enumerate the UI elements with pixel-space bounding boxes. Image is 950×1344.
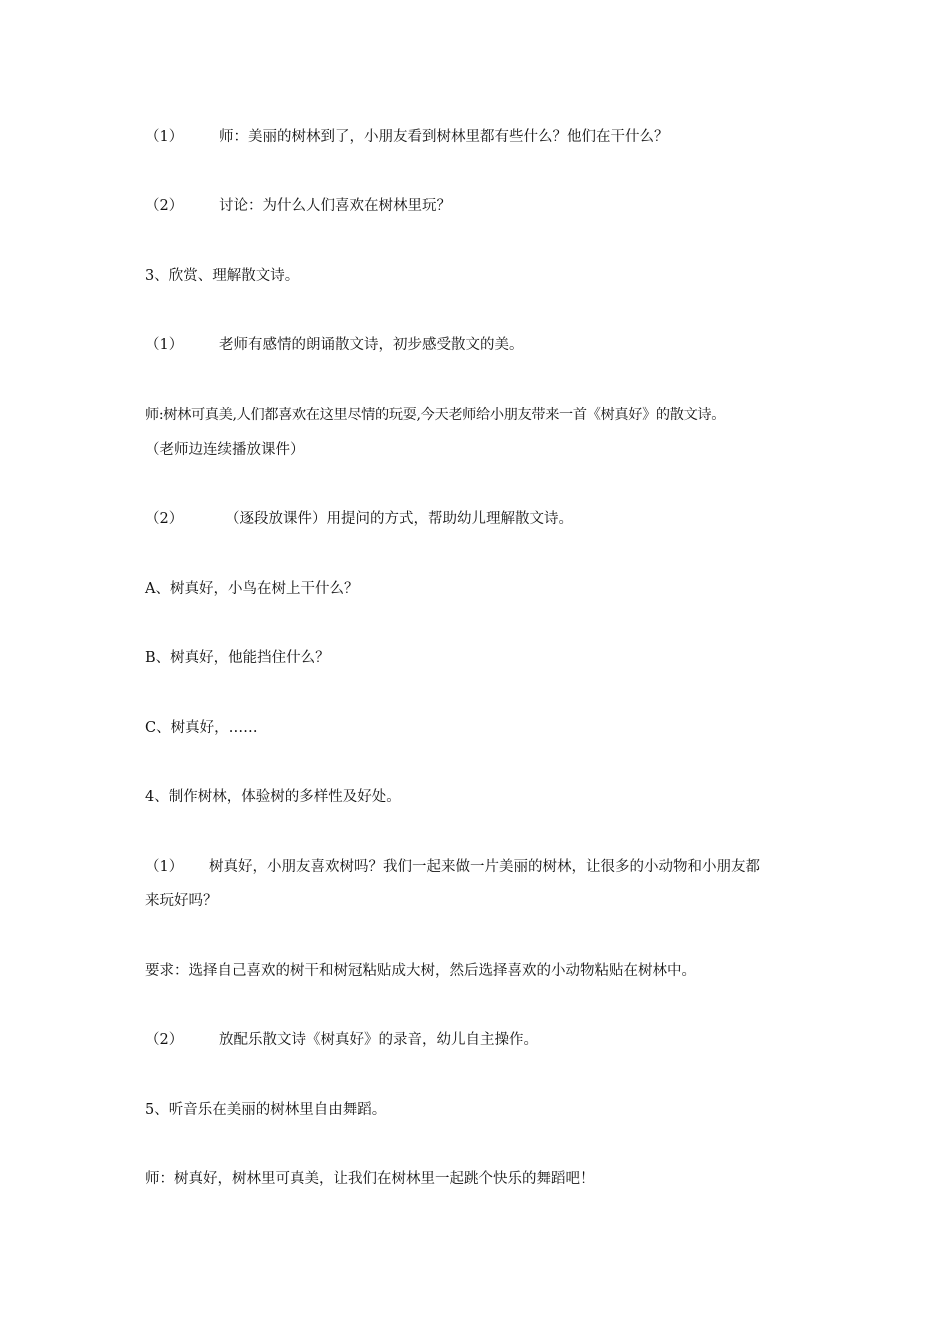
paragraph-text: 师：树真好，树林里可真美，让我们在树林里一起跳个快乐的舞蹈吧！ bbox=[145, 1171, 595, 1187]
paragraph-text: A、树真好，小鸟在树上干什么？ bbox=[145, 581, 359, 597]
paragraph-text: 放配乐散文诗《树真好》的录音，幼儿自主操作。 bbox=[219, 1032, 538, 1048]
paragraph-2 bbox=[145, 189, 815, 223]
paragraph-text: 老师有感情的朗诵散文诗，初步感受散文的美。 bbox=[219, 337, 524, 353]
list-number: （2） bbox=[145, 511, 184, 527]
paragraph-8 bbox=[145, 641, 815, 675]
paragraph-line: 师:树林可真美,人们都喜欢在这里尽情的玩耍,今天老师给小朋友带来一首《树真好》的散文诗。 bbox=[145, 407, 726, 423]
paragraph-11-continued bbox=[145, 884, 815, 918]
paragraph-text: 3、欣赏、理解散文诗。 bbox=[145, 268, 300, 284]
section-heading-4 bbox=[145, 780, 815, 814]
paragraph-text: （逐段放课件）用提问的方式，帮助幼儿理解散文诗。 bbox=[225, 511, 573, 527]
paragraph-15 bbox=[145, 1162, 815, 1196]
paragraph-6 bbox=[145, 502, 815, 536]
paragraph-12 bbox=[145, 954, 815, 988]
paragraph-13 bbox=[145, 1023, 815, 1057]
paragraph-line: （老师边连续播放课件） bbox=[145, 442, 305, 458]
paragraph-7 bbox=[145, 572, 815, 606]
paragraph-text: 树真好，小朋友喜欢树吗？我们一起来做一片美丽的树林，让很多的小动物和小朋友都 bbox=[209, 859, 760, 875]
section-heading-5 bbox=[145, 1093, 815, 1127]
list-number: （1） bbox=[145, 129, 184, 145]
paragraph-text: 5、听音乐在美丽的树林里自由舞蹈。 bbox=[145, 1102, 387, 1118]
section-heading-3 bbox=[145, 259, 815, 293]
paragraph-line: 来玩好吗？ bbox=[145, 893, 218, 909]
paragraph-text: 要求：选择自己喜欢的树干和树冠粘贴成大树，然后选择喜欢的小动物粘贴在树林中。 bbox=[145, 963, 696, 979]
paragraph-5-continued bbox=[145, 433, 815, 467]
list-number: （1） bbox=[145, 337, 184, 353]
paragraph-9 bbox=[145, 711, 815, 745]
paragraph-text: 师：美丽的树林到了，小朋友看到树林里都有些什么？他们在干什么？ bbox=[219, 129, 669, 145]
paragraph-text: B、树真好，他能挡住什么？ bbox=[145, 650, 330, 666]
paragraph-text: 讨论：为什么人们喜欢在树林里玩？ bbox=[219, 198, 451, 214]
paragraph-11 bbox=[145, 850, 815, 884]
paragraph-1 bbox=[145, 120, 815, 154]
paragraph-text: 4、制作树林，体验树的多样性及好处。 bbox=[145, 789, 401, 805]
paragraph-text: C、树真好，…… bbox=[145, 720, 258, 736]
list-number: （1） bbox=[145, 859, 184, 875]
list-number: （2） bbox=[145, 1032, 184, 1048]
paragraph-4 bbox=[145, 328, 815, 362]
list-number: （2） bbox=[145, 198, 184, 214]
paragraph-5 bbox=[145, 398, 815, 432]
